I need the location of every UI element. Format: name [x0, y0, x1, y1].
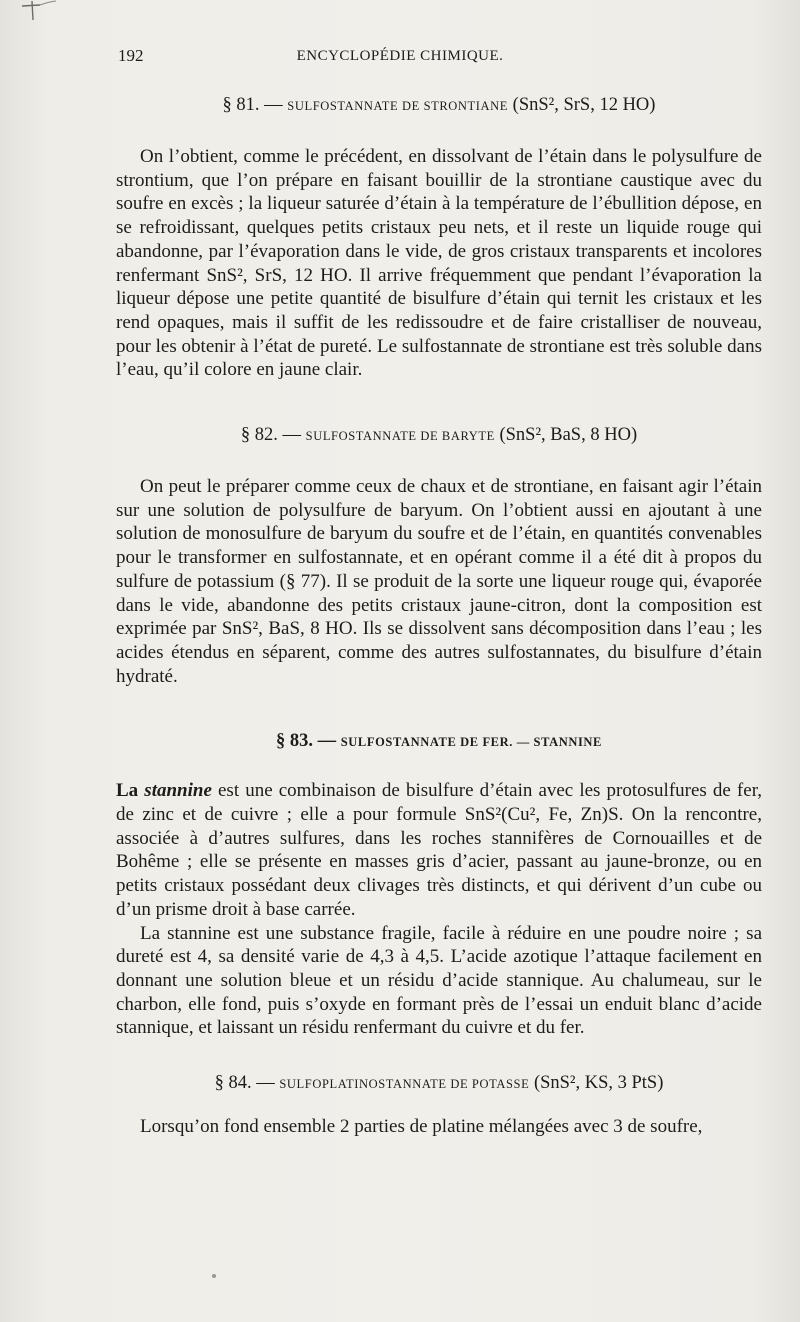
page-number: 192: [118, 46, 144, 65]
section-dash: —: [256, 1073, 275, 1094]
paragraph: [116, 779, 762, 921]
lead-term: stannine: [144, 780, 212, 802]
section-formula: (SnS², KS, 3 PtS): [533, 1073, 664, 1094]
lead-article: La: [116, 780, 139, 802]
paragraph: La stannine est une substance fragile, facile à réduire en une poudre noire ; sa dureté est 4, sa densité varie de 4,3 à 4,5. L’acide azotique l’attaque facilement en donnant une solution bleue et un résidu d’acide stannique. Au chalumeau, sur le charbon, elle fond, puis s’oxyde en formant près de l’essai un enduit blanc d’acide stannique, et laissant un résidu renfermant du cuivre et du fer.: [116, 922, 762, 1039]
section-number: § 82.: [240, 425, 278, 446]
pencil-mark-icon: [18, 0, 58, 22]
section-formula: (SnS², BaS, 8 HO): [499, 425, 638, 446]
section-dash: —: [317, 731, 337, 752]
page-header: [0, 46, 800, 68]
section-formula: (SnS², SrS, 12 HO): [512, 95, 656, 115]
paragraph: Lorsqu’on fond ensemble 2 parties de platine mélangées avec 3 de soufre,: [140, 1116, 703, 1138]
page-body: [116, 92, 762, 1139]
section-heading-83: [116, 728, 762, 755]
paragraph: On l’obtient, comme le précédent, en dissolvant de l’étain dans le polysulfure de strontium, que l’on prépare en faisant bouillir de la strontiane caustique avec du soufre en excès ; la liqueur saturée d’étain à la température de l’ébullition dépose, en se refroidissant, quelques petits cristaux peu nets, et il reste un liquide rouge qui abandonne, par l’évaporation dans le vide, de gros cristaux transparents et incolores renfermant SnS², SrS, 12 HO. Il arrive fréquemment que pendant l’évaporation la liqueur dépose une petite quantité de bisulfure d’étain qui ternit les cristaux et les rend opaques, mais il suffit de les redissoudre et de faire cristalliser de nouveau, pour les obtenir à l’état de pureté. Le sulfostannate de strontiane est très soluble dans l’eau, qu’il colore en jaune clair.: [116, 146, 762, 381]
paper-speck: [212, 1274, 216, 1278]
section-number: § 81.: [222, 95, 260, 115]
section-number: § 84.: [214, 1073, 252, 1094]
paragraph: On peut le préparer comme ceux de chaux et de strontiane, en faisant agir l’étain sur une solution de polysulfure de baryum. On l’obtient aussi en ajoutant à une solution de monosulfure de baryum du soufre et de l’étain, en quantités convenables pour le transformer en sulfostannate, et en opérant comme il a été dit à propos du sulfure de potassium (§ 77). Il se produit de la sorte une liqueur rouge qui, évaporée dans le vide, abandonne des petits cristaux jaune-citron, dont la composition est exprimée par SnS², BaS, 8 HO. Ils se dissolvent sans décomposition dans l’eau ; les acides étendus en séparent, comme des autres sulfostannates, du bisulfure d’étain hydraté.: [116, 476, 762, 687]
section-heading-84: [116, 1070, 762, 1097]
section-title: SULFOPLATINOSTANNATE DE POTASSE: [279, 1077, 530, 1092]
section-title: SULFOSTANNATE DE BARYTE: [305, 429, 495, 444]
section-title: SULFOSTANNATE DE STRONTIANE: [287, 99, 509, 113]
section-number: § 83.: [275, 731, 313, 752]
section-dash: —: [264, 95, 283, 115]
section-heading-81: [116, 92, 762, 119]
section-dash: —: [282, 425, 302, 446]
running-head: ENCYCLOPÉDIE CHIMIQUE.: [296, 48, 504, 64]
section-heading-82: [116, 422, 762, 449]
paragraph-text: est une combinaison de bisulfure d’étain avec les protosulfures de fer, de zinc et de cuivre ; elle a pour formule SnS²(Cu², Fe, Zn)S. On la rencontre, associée à d’autres sulfures, dans les roches stannifères de Cornouailles et de Bohême ; elle se présente en masses gris d’acier, passant au jaune-bronze, ou en petits cristaux possédant deux clivages très distincts, et qui dérivent d’un cube ou d’un prisme droit à base carrée.: [116, 780, 763, 920]
section-title: SULFOSTANNATE DE FER. — STANNINE: [340, 735, 602, 750]
